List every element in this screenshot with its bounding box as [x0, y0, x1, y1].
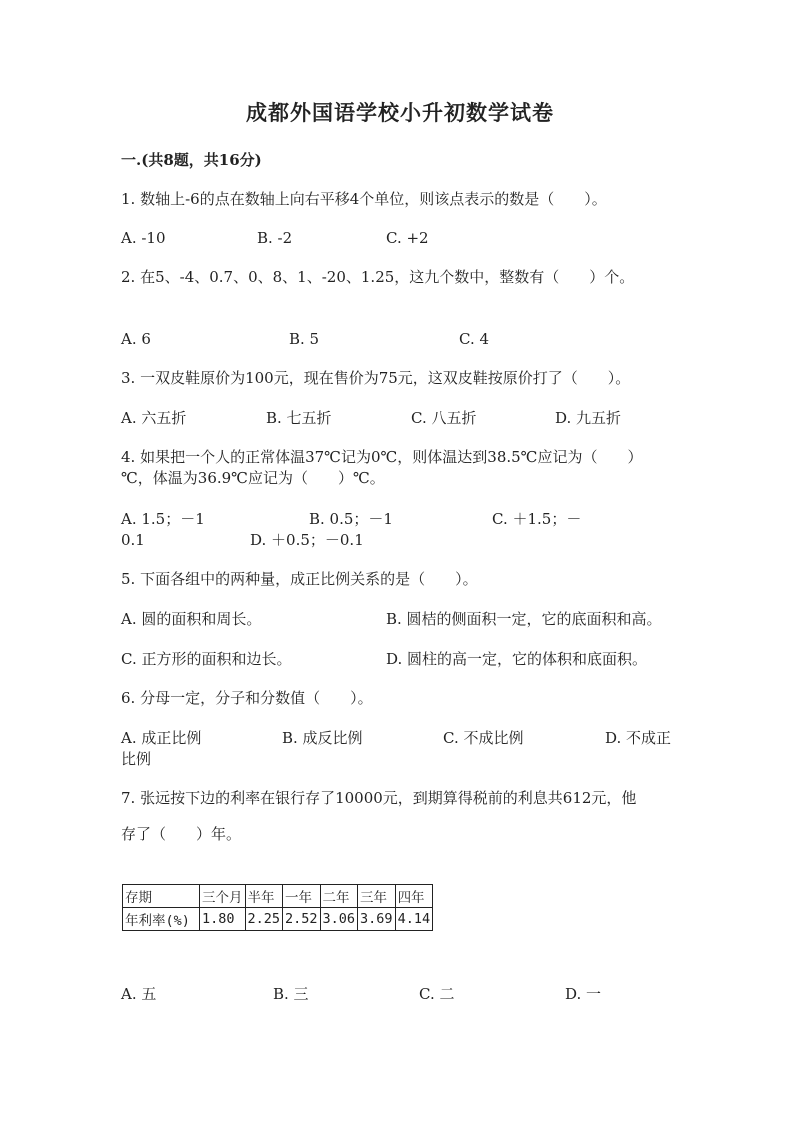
table-header-cell: 存期 [123, 885, 200, 908]
table-header-cell: 三年 [358, 885, 396, 908]
table-cell: 3.69 [358, 908, 396, 931]
question-4-option-d: D. ＋0.5；－0.1 [250, 531, 364, 549]
table-header-cell: 一年 [283, 885, 321, 908]
question-5-option-d: D. 圆柱的高一定，它的体积和底面积。 [386, 650, 648, 668]
question-1-option-c: C. +2 [386, 229, 429, 247]
question-2-option-c: C. 4 [459, 330, 490, 348]
question-7-option-c: C. 二 [419, 985, 455, 1003]
table-cell: 4.14 [395, 908, 433, 931]
question-6-option-c: C. 不成比例 [443, 729, 524, 747]
question-3-stem: 3. 一双皮鞋原价为100元，现在售价为75元，这双皮鞋按原价打了（ ）。 [121, 369, 631, 387]
table-cell: 2.25 [245, 908, 283, 931]
table-header-cell: 三个月 [200, 885, 246, 908]
question-4-option-b: B. 0.5；－1 [309, 510, 393, 528]
question-5-option-a: A. 圆的面积和周长。 [121, 610, 262, 628]
question-6-stem: 6. 分母一定，分子和分数值（ ）。 [121, 689, 373, 707]
table-row [123, 908, 433, 931]
table-header-cell: 四年 [395, 885, 433, 908]
question-2-option-a: A. 6 [121, 330, 151, 348]
table-header-row [123, 885, 433, 908]
table-header-cell: 二年 [320, 885, 358, 908]
table-cell: 3.06 [320, 908, 358, 931]
question-2-option-b: B. 5 [289, 330, 320, 348]
question-1-stem: 1. 数轴上-6的点在数轴上向右平移4个单位，则该点表示的数是（ ）。 [121, 190, 607, 208]
section-heading: 一.(共8题，共16分) [121, 151, 262, 169]
question-3-option-a: A. 六五折 [121, 409, 187, 427]
question-6-option-a: A. 成正比例 [121, 729, 202, 747]
question-7-option-d: D. 一 [565, 985, 602, 1003]
question-4-stem-line-1: 4. 如果把一个人的正常体温37℃记为0℃，则体温达到38.5℃应记为（ ） [121, 448, 643, 466]
question-4-stem-line-2: ℃，体温为36.9℃应记为（ ）℃。 [121, 469, 385, 487]
question-3-option-d: D. 九五折 [555, 409, 622, 427]
interest-rate-table [122, 884, 433, 931]
question-7-stem-line-1: 7. 张远按下边的利率在银行存了10000元，到期算得税前的利息共612元，他 [121, 789, 637, 807]
question-5-option-c: C. 正方形的面积和边长。 [121, 650, 292, 668]
question-4-option-c: C. ＋1.5；－ [492, 510, 582, 528]
table-cell: 年利率(%) [123, 908, 200, 931]
question-2-stem: 2. 在5、-4、0.7、0、8、1、-20、1.25，这九个数中，整数有（ ）个。 [121, 268, 635, 286]
table-cell: 1.80 [200, 908, 246, 931]
question-6-option-d: D. 不成正 [605, 729, 672, 747]
question-3-option-c: C. 八五折 [411, 409, 477, 427]
question-7-option-b: B. 三 [273, 985, 309, 1003]
question-4-option-a: A. 1.5；－1 [121, 510, 205, 528]
question-1-option-b: B. -2 [257, 229, 293, 247]
page-title: 成都外国语学校小升初数学试卷 [246, 100, 554, 125]
question-1-option-a: A. -10 [121, 229, 166, 247]
table-cell: 2.52 [283, 908, 321, 931]
question-7-option-a: A. 五 [121, 985, 157, 1003]
question-6-option-b: B. 成反比例 [282, 729, 363, 747]
table-header-cell: 半年 [245, 885, 283, 908]
question-5-stem: 5. 下面各组中的两种量，成正比例关系的是（ ）。 [121, 570, 478, 588]
question-5-option-b: B. 圆桔的侧面积一定，它的底面积和高。 [386, 610, 662, 628]
question-6-option-d-continued: 比例 [121, 750, 152, 768]
question-7-stem-line-2: 存了（ ）年。 [121, 825, 242, 843]
question-3-option-b: B. 七五折 [266, 409, 332, 427]
question-4-option-c-continued: 0.1 [121, 531, 145, 549]
